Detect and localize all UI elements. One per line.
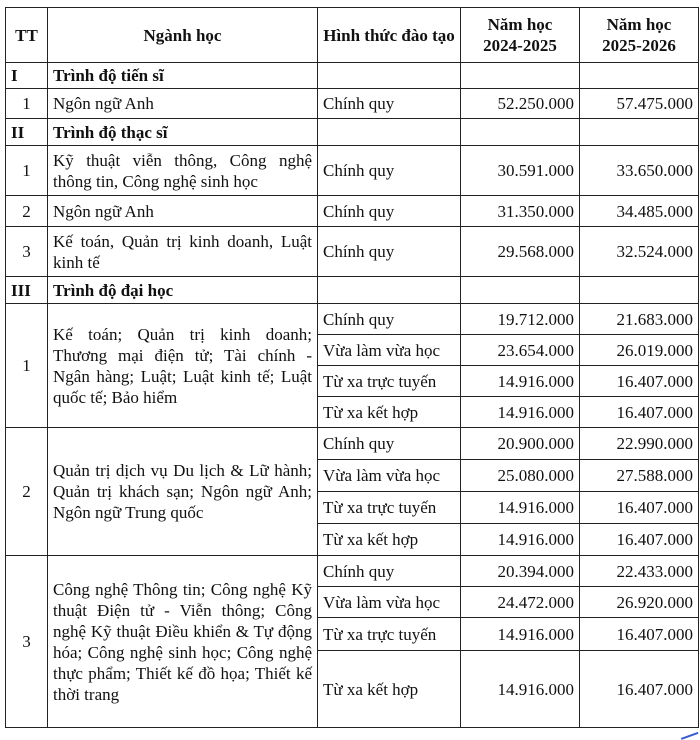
table-row — [6, 556, 699, 587]
row-number: 1 — [6, 89, 48, 119]
section-title: Trình độ thạc sĩ — [48, 119, 318, 146]
tuition-fee-table — [5, 7, 699, 728]
fee-2025-2026: 16.407.000 — [580, 524, 699, 556]
training-form: Từ xa kết hợp — [318, 651, 461, 728]
fee-2024-2025: 14.916.000 — [461, 524, 580, 556]
section-roman: III — [6, 277, 48, 304]
table-row — [6, 227, 699, 277]
training-form: Chính quy — [318, 304, 461, 335]
section-title: Trình độ đại học — [48, 277, 318, 304]
fee-2025-2026: 16.407.000 — [580, 397, 699, 428]
header-row — [6, 8, 699, 63]
training-form: Chính quy — [318, 196, 461, 227]
training-form: Vừa làm vừa học — [318, 460, 461, 492]
fee-2025-2026: 27.588.000 — [580, 460, 699, 492]
header-form: Hình thức đào tạo — [318, 8, 461, 63]
training-form: Vừa làm vừa học — [318, 587, 461, 618]
fee-2024-2025: 52.250.000 — [461, 89, 580, 119]
table-row — [6, 304, 699, 335]
fee-2024-2025: 14.916.000 — [461, 651, 580, 728]
training-form: Chính quy — [318, 556, 461, 587]
major-name: Kế toán; Quản trị kinh doanh; Thương mại điện tử; Tài chính - Ngân hàng; Luật; Luật kinh tế; Luật quốc tế; Bảo hiểm — [48, 304, 318, 428]
row-number: 3 — [6, 556, 48, 728]
fee-2024-2025: 19.712.000 — [461, 304, 580, 335]
fee-2024-2025: 23.654.000 — [461, 335, 580, 366]
training-form: Vừa làm vừa học — [318, 335, 461, 366]
fee-2024-2025: 29.568.000 — [461, 227, 580, 277]
table-row — [6, 146, 699, 196]
fee-2025-2026: 34.485.000 — [580, 196, 699, 227]
fee-2024-2025: 14.916.000 — [461, 397, 580, 428]
header-major: Ngành học — [48, 8, 318, 63]
header-tt: TT — [6, 8, 48, 63]
fee-2024-2025: 20.394.000 — [461, 556, 580, 587]
table-row — [6, 196, 699, 227]
major-name: Kế toán, Quản trị kinh doanh, Luật kinh tế — [48, 227, 318, 277]
fee-2024-2025: 14.916.000 — [461, 492, 580, 524]
header-year-2025-2026: Năm học 2025-2026 — [580, 8, 699, 63]
major-name: Ngôn ngữ Anh — [48, 196, 318, 227]
training-form: Từ xa trực tuyến — [318, 492, 461, 524]
fee-2024-2025: 30.591.000 — [461, 146, 580, 196]
pen-mark-decoration — [680, 728, 699, 740]
row-number: 2 — [6, 428, 48, 556]
fee-2024-2025: 14.916.000 — [461, 618, 580, 651]
row-number: 3 — [6, 227, 48, 277]
training-form: Từ xa kết hợp — [318, 397, 461, 428]
fee-2025-2026: 16.407.000 — [580, 651, 699, 728]
fee-2024-2025: 31.350.000 — [461, 196, 580, 227]
fee-2025-2026: 16.407.000 — [580, 366, 699, 397]
section-roman: I — [6, 63, 48, 89]
major-name: Ngôn ngữ Anh — [48, 89, 318, 119]
table-row — [6, 89, 699, 119]
row-number: 1 — [6, 304, 48, 428]
fee-2024-2025: 25.080.000 — [461, 460, 580, 492]
fee-2024-2025: 20.900.000 — [461, 428, 580, 460]
major-name: Quản trị dịch vụ Du lịch & Lữ hành; Quản trị khách sạn; Ngôn ngữ Anh; Ngôn ngữ Trung quốc — [48, 428, 318, 556]
section-row-master — [6, 119, 699, 146]
fee-2025-2026: 16.407.000 — [580, 618, 699, 651]
training-form: Chính quy — [318, 146, 461, 196]
fee-2025-2026: 16.407.000 — [580, 492, 699, 524]
section-title: Trình độ tiến sĩ — [48, 63, 318, 89]
training-form: Chính quy — [318, 227, 461, 277]
fee-2025-2026: 22.990.000 — [580, 428, 699, 460]
major-name: Công nghệ Thông tin; Công nghệ Kỹ thuật Điện tử - Viễn thông; Công nghệ Kỹ thuật Điều khiển & Tự động hóa; Công nghệ sinh học; Công nghệ thực phẩm; Thiết kế đồ họa; Thiết kế thời trang — [48, 556, 318, 728]
training-form: Từ xa trực tuyến — [318, 366, 461, 397]
training-form: Chính quy — [318, 89, 461, 119]
training-form: Từ xa trực tuyến — [318, 618, 461, 651]
section-row-doctorate — [6, 63, 699, 89]
section-roman: II — [6, 119, 48, 146]
training-form: Từ xa kết hợp — [318, 524, 461, 556]
header-year-2024-2025: Năm học 2024-2025 — [461, 8, 580, 63]
table-row — [6, 428, 699, 460]
fee-2025-2026: 32.524.000 — [580, 227, 699, 277]
fee-2025-2026: 21.683.000 — [580, 304, 699, 335]
row-number: 2 — [6, 196, 48, 227]
fee-2025-2026: 33.650.000 — [580, 146, 699, 196]
fee-2024-2025: 14.916.000 — [461, 366, 580, 397]
section-row-undergraduate — [6, 277, 699, 304]
row-number: 1 — [6, 146, 48, 196]
fee-2024-2025: 24.472.000 — [461, 587, 580, 618]
fee-2025-2026: 57.475.000 — [580, 89, 699, 119]
fee-2025-2026: 26.019.000 — [580, 335, 699, 366]
fee-2025-2026: 26.920.000 — [580, 587, 699, 618]
major-name: Kỹ thuật viễn thông, Công nghệ thông tin, Công nghệ sinh học — [48, 146, 318, 196]
training-form: Chính quy — [318, 428, 461, 460]
fee-2025-2026: 22.433.000 — [580, 556, 699, 587]
